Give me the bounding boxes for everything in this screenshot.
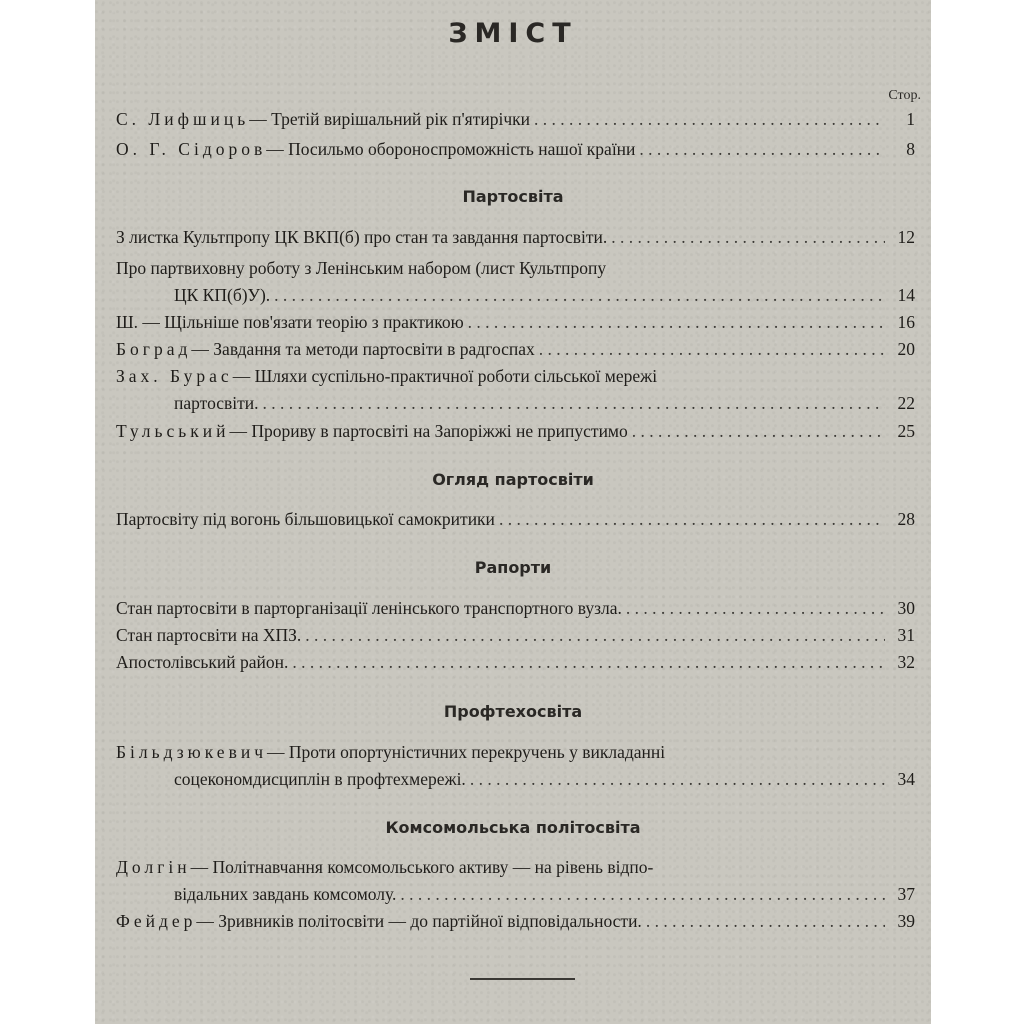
leader-dots xyxy=(305,622,885,649)
entry-title: — Завдання та методи партосвіти в радгоспах xyxy=(191,339,535,359)
leader-dots xyxy=(292,649,885,676)
leader-dots xyxy=(611,224,885,251)
entry-title: — Політнавчання комсомольського активу — на рівень відпо- xyxy=(190,857,654,877)
toc-entry xyxy=(116,908,915,935)
entry-page: 28 xyxy=(897,509,915,529)
entry-title: — Третій вирішальний рік п'ятирічки xyxy=(249,109,531,129)
leader-dots xyxy=(274,282,885,309)
toc-entry xyxy=(116,506,915,533)
entry-title: Партосвіту під вогонь більшовицької самокритики xyxy=(116,509,495,529)
leader-dots xyxy=(263,390,885,417)
entry-title: Про партвиховну роботу з Ленінським набором (лист Культпропу xyxy=(116,258,607,278)
entry-title: — Проти опортуністичних перекручень у викладанні xyxy=(267,742,666,762)
entry-page: 34 xyxy=(897,769,915,789)
toc-entry xyxy=(116,106,915,133)
scan-left-margin xyxy=(0,0,95,1024)
toc-entry xyxy=(116,309,915,336)
section-heading: Партосвіта xyxy=(462,187,564,206)
leader-dots xyxy=(534,106,885,133)
entry-title: — Зривників політосвіти — до партійної відповідальности. xyxy=(196,911,642,931)
toc-entry xyxy=(116,363,915,417)
toc-entry xyxy=(116,739,915,793)
entry-page: 20 xyxy=(897,339,915,359)
scan-right-margin xyxy=(931,0,1024,1024)
section-heading: Комсомольська політосвіта xyxy=(385,818,641,837)
entry-author: Долгін xyxy=(116,857,191,877)
leader-dots xyxy=(468,309,885,336)
entry-author: О. Г. Сідоров xyxy=(116,139,267,159)
leader-dots xyxy=(626,595,885,622)
entry-page: 12 xyxy=(897,227,915,247)
entry-title: Апостолівський район. xyxy=(116,652,289,672)
toc-entry xyxy=(116,224,915,251)
toc-entry xyxy=(116,136,915,163)
entry-page: 16 xyxy=(897,312,915,332)
entry-page: 22 xyxy=(897,393,915,413)
toc-entry xyxy=(116,649,915,676)
section-heading: Огляд партосвіти xyxy=(432,470,594,489)
entry-page: 37 xyxy=(897,884,915,904)
entry-title: — Посильмо обороноспроможність нашої країни xyxy=(266,139,636,159)
entry-title: — Прориву в партосвіті на Запоріжжі не припустимо xyxy=(229,421,628,441)
entry-author: Зах. Бурас xyxy=(116,366,233,386)
entry-author: Тульський xyxy=(116,421,230,441)
entry-title-cont: відальних завдань комсомолу. xyxy=(174,884,397,904)
closing-rule xyxy=(470,978,575,980)
leader-dots xyxy=(632,418,885,445)
entry-page: 1 xyxy=(906,109,915,129)
entry-title: — Шляхи суспільно-практичної роботи сільської мережі xyxy=(232,366,658,386)
toc-entry xyxy=(116,255,915,309)
entry-page: 25 xyxy=(897,421,915,441)
section-heading: Профтехосвіта xyxy=(443,702,583,721)
leader-dots xyxy=(646,908,885,935)
toc-entry xyxy=(116,336,915,363)
entry-title: Стан партосвіти в парторганізації ленінського транспортного вузла. xyxy=(116,598,622,618)
leader-dots xyxy=(400,881,885,908)
toc-entry xyxy=(116,622,915,649)
entry-page: 31 xyxy=(897,625,915,645)
entry-title: З листка Культпропу ЦК ВКП(б) про стан та завдання партосвіти. xyxy=(116,227,608,247)
section-heading: Рапорти xyxy=(474,558,552,577)
leader-dots xyxy=(470,766,885,793)
entry-author: Фейдер xyxy=(116,911,197,931)
leader-dots xyxy=(639,136,885,163)
entry-author: Боград xyxy=(116,339,192,359)
leader-dots xyxy=(539,336,885,363)
entry-page: 32 xyxy=(897,652,915,672)
entry-title: Стан партосвіти на ХПЗ. xyxy=(116,625,302,645)
entry-page: 30 xyxy=(897,598,915,618)
entry-title-cont: ЦК КП(б)У). xyxy=(174,285,271,305)
toc-entry xyxy=(116,854,915,908)
entry-title-cont: соцекономдисциплін в профтехмережі. xyxy=(174,769,466,789)
entry-page: 14 xyxy=(897,285,915,305)
page-title: ЗМІСТ xyxy=(448,18,578,49)
entry-author: С. Лифшиць xyxy=(116,109,250,129)
entry-title: — Щільніше пов'язати теорію з практикою xyxy=(142,312,464,332)
entry-page: 8 xyxy=(906,139,915,159)
toc-entry xyxy=(116,595,915,622)
entry-page: 39 xyxy=(897,911,915,931)
leader-dots xyxy=(499,506,885,533)
pages-column-label: Стор. xyxy=(888,88,921,103)
entry-title-cont: партосвіти. xyxy=(174,393,259,413)
toc-entry xyxy=(116,418,915,445)
entry-author: Більдзюкевич xyxy=(116,742,267,762)
entry-author: Ш. xyxy=(116,312,139,332)
